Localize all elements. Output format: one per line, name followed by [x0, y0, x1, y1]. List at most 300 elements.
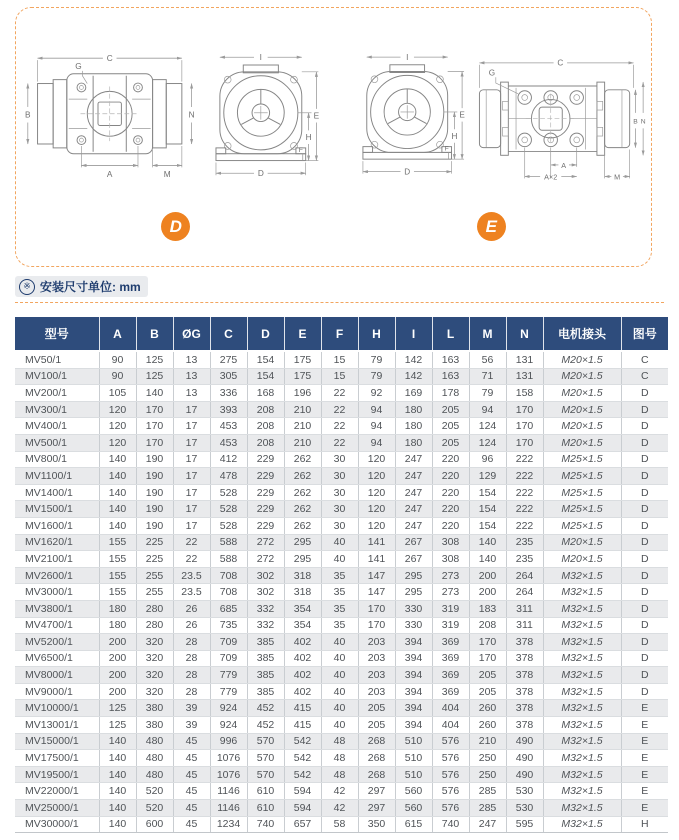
value-cell: 205	[432, 418, 469, 435]
value-cell: 168	[247, 385, 284, 402]
value-cell: 105	[99, 385, 136, 402]
value-cell: 295	[284, 551, 321, 568]
value-cell: 58	[321, 816, 358, 833]
value-cell: 155	[99, 534, 136, 551]
mounting-dimensions-table	[15, 317, 668, 833]
motor-connector-cell: M32×1.5	[543, 700, 621, 717]
value-cell: 708	[210, 584, 247, 601]
value-cell: 229	[247, 517, 284, 534]
value-cell: 17	[173, 418, 210, 435]
value-cell: 140	[99, 766, 136, 783]
value-cell: 268	[358, 750, 395, 767]
value-cell: 180	[99, 600, 136, 617]
value-cell: 268	[358, 733, 395, 750]
value-cell: 180	[395, 401, 432, 418]
value-cell: 542	[284, 733, 321, 750]
value-cell: 131	[506, 368, 543, 385]
value-cell: 530	[506, 800, 543, 817]
value-cell: 318	[284, 567, 321, 584]
dim-label-a: A	[561, 160, 567, 170]
value-cell: 210	[469, 733, 506, 750]
value-cell: 222	[506, 501, 543, 518]
value-cell: D	[621, 501, 668, 518]
value-cell: 120	[99, 434, 136, 451]
value-cell: 40	[321, 700, 358, 717]
value-cell: 28	[173, 667, 210, 684]
value-cell: 205	[469, 667, 506, 684]
value-cell: 190	[136, 468, 173, 485]
value-cell: 415	[284, 717, 321, 734]
dim-label-h: H	[451, 131, 458, 141]
table-row	[15, 733, 668, 750]
model-cell: MV22000/1	[15, 783, 99, 800]
value-cell: 140	[99, 783, 136, 800]
value-cell: 13	[173, 368, 210, 385]
value-cell: 330	[395, 617, 432, 634]
value-cell: 170	[136, 434, 173, 451]
model-cell: MV2100/1	[15, 551, 99, 568]
value-cell: 200	[469, 567, 506, 584]
value-cell: 200	[99, 683, 136, 700]
table-row	[15, 418, 668, 435]
value-cell: 250	[469, 766, 506, 783]
value-cell: 600	[136, 816, 173, 833]
value-cell: 528	[210, 501, 247, 518]
value-cell: D	[621, 617, 668, 634]
column-header: H	[358, 317, 395, 351]
value-cell: 452	[247, 700, 284, 717]
value-cell: 158	[506, 385, 543, 402]
value-cell: 163	[432, 368, 469, 385]
value-cell: 131	[506, 351, 543, 368]
model-cell: MV1100/1	[15, 468, 99, 485]
motor-connector-cell: M32×1.5	[543, 584, 621, 601]
dim-label-m: M	[614, 172, 621, 182]
value-cell: 220	[432, 484, 469, 501]
table-row	[15, 451, 668, 468]
value-cell: 453	[210, 418, 247, 435]
value-cell: 30	[321, 468, 358, 485]
value-cell: 570	[247, 750, 284, 767]
table-row	[15, 484, 668, 501]
value-cell: 220	[432, 517, 469, 534]
dim-label-i: I	[406, 52, 409, 62]
value-cell: 1076	[210, 766, 247, 783]
value-cell: 657	[284, 816, 321, 833]
value-cell: 735	[210, 617, 247, 634]
value-cell: 378	[506, 650, 543, 667]
value-cell: 247	[395, 451, 432, 468]
value-cell: 570	[247, 766, 284, 783]
value-cell: 210	[284, 418, 321, 435]
value-cell: 175	[284, 351, 321, 368]
value-cell: 404	[432, 700, 469, 717]
value-cell: 302	[247, 584, 284, 601]
unit-note-row	[15, 276, 664, 303]
motor-connector-cell: M32×1.5	[543, 600, 621, 617]
value-cell: 378	[506, 667, 543, 684]
value-cell: 576	[432, 733, 469, 750]
column-header: ØG	[173, 317, 210, 351]
value-cell: 125	[136, 351, 173, 368]
value-cell: 205	[469, 683, 506, 700]
model-cell: MV300/1	[15, 401, 99, 418]
table-row	[15, 534, 668, 551]
value-cell: 142	[395, 351, 432, 368]
value-cell: 170	[136, 401, 173, 418]
value-cell: 685	[210, 600, 247, 617]
value-cell: 190	[136, 517, 173, 534]
value-cell: 28	[173, 634, 210, 651]
value-cell: 180	[395, 418, 432, 435]
model-cell: MV5200/1	[15, 634, 99, 651]
value-cell: 79	[358, 351, 395, 368]
value-cell: 17	[173, 501, 210, 518]
dim-label-n: N	[188, 110, 195, 120]
value-cell: 124	[469, 434, 506, 451]
model-cell: MV25000/1	[15, 800, 99, 817]
value-cell: 740	[432, 816, 469, 833]
model-cell: MV200/1	[15, 385, 99, 402]
table-row	[15, 800, 668, 817]
value-cell: 385	[247, 650, 284, 667]
table-row	[15, 617, 668, 634]
value-cell: 378	[506, 634, 543, 651]
table-row	[15, 351, 668, 368]
value-cell: 175	[284, 368, 321, 385]
dim-label-g: G	[489, 68, 496, 78]
drawing-type-e	[334, 48, 650, 241]
dim-label-h: H	[305, 133, 312, 143]
motor-connector-cell: M20×1.5	[543, 534, 621, 551]
motor-connector-cell: M32×1.5	[543, 766, 621, 783]
model-cell: MV2600/1	[15, 567, 99, 584]
value-cell: 336	[210, 385, 247, 402]
value-cell: 280	[136, 617, 173, 634]
value-cell: 490	[506, 750, 543, 767]
value-cell: D	[621, 567, 668, 584]
value-cell: 247	[395, 517, 432, 534]
value-cell: 96	[469, 451, 506, 468]
value-cell: 45	[173, 800, 210, 817]
table-row	[15, 600, 668, 617]
value-cell: 510	[395, 750, 432, 767]
value-cell: 320	[136, 667, 173, 684]
value-cell: 380	[136, 700, 173, 717]
value-cell: 196	[284, 385, 321, 402]
value-cell: 708	[210, 567, 247, 584]
column-header: D	[247, 317, 284, 351]
value-cell: 154	[469, 517, 506, 534]
model-cell: MV19500/1	[15, 766, 99, 783]
value-cell: 1146	[210, 783, 247, 800]
value-cell: 140	[99, 750, 136, 767]
value-cell: 393	[210, 401, 247, 418]
value-cell: 26	[173, 617, 210, 634]
value-cell: 28	[173, 683, 210, 700]
value-cell: D	[621, 401, 668, 418]
column-header: F	[321, 317, 358, 351]
motor-connector-cell: M32×1.5	[543, 634, 621, 651]
value-cell: 272	[247, 534, 284, 551]
value-cell: 320	[136, 683, 173, 700]
value-cell: 208	[247, 434, 284, 451]
value-cell: 709	[210, 634, 247, 651]
value-cell: 996	[210, 733, 247, 750]
value-cell: 17	[173, 468, 210, 485]
table-row	[15, 584, 668, 601]
value-cell: 318	[284, 584, 321, 601]
value-cell: 79	[469, 385, 506, 402]
value-cell: E	[621, 700, 668, 717]
value-cell: 170	[506, 434, 543, 451]
value-cell: 22	[173, 551, 210, 568]
value-cell: 17	[173, 484, 210, 501]
value-cell: 205	[358, 717, 395, 734]
value-cell: 125	[99, 700, 136, 717]
motor-connector-cell: M32×1.5	[543, 667, 621, 684]
motor-connector-cell: M32×1.5	[543, 733, 621, 750]
value-cell: 480	[136, 750, 173, 767]
value-cell: 402	[284, 650, 321, 667]
value-cell: 229	[247, 484, 284, 501]
value-cell: 140	[136, 385, 173, 402]
value-cell: 222	[506, 517, 543, 534]
value-cell: 394	[395, 667, 432, 684]
value-cell: 163	[432, 351, 469, 368]
value-cell: 222	[506, 451, 543, 468]
value-cell: 205	[358, 700, 395, 717]
table-row	[15, 717, 668, 734]
value-cell: 594	[284, 800, 321, 817]
value-cell: 264	[506, 584, 543, 601]
column-header: L	[432, 317, 469, 351]
value-cell: 220	[432, 451, 469, 468]
value-cell: 332	[247, 600, 284, 617]
type-e-badge	[477, 212, 506, 241]
value-cell: 297	[358, 800, 395, 817]
value-cell: 155	[99, 584, 136, 601]
type-e-front-view	[363, 53, 465, 177]
value-cell: 40	[321, 717, 358, 734]
value-cell: 610	[247, 800, 284, 817]
column-header: N	[506, 317, 543, 351]
value-cell: 490	[506, 733, 543, 750]
dim-label-d: D	[257, 169, 264, 179]
value-cell: 170	[506, 401, 543, 418]
value-cell: 40	[321, 551, 358, 568]
table-row	[15, 750, 668, 767]
value-cell: 275	[210, 351, 247, 368]
table-row	[15, 468, 668, 485]
value-cell: 45	[173, 816, 210, 833]
value-cell: 170	[469, 634, 506, 651]
value-cell: E	[621, 717, 668, 734]
type-d-badge	[161, 212, 190, 241]
value-cell: 94	[358, 418, 395, 435]
value-cell: 205	[432, 401, 469, 418]
value-cell: D	[621, 434, 668, 451]
value-cell: 576	[432, 783, 469, 800]
value-cell: 141	[358, 534, 395, 551]
value-cell: 180	[395, 434, 432, 451]
value-cell: 415	[284, 700, 321, 717]
value-cell: C	[621, 368, 668, 385]
value-cell: 319	[432, 600, 469, 617]
value-cell: 154	[469, 484, 506, 501]
value-cell: 255	[136, 584, 173, 601]
dim-label-a2: A×2	[544, 172, 558, 182]
motor-connector-cell: M32×1.5	[543, 617, 621, 634]
value-cell: 39	[173, 717, 210, 734]
value-cell: 140	[99, 517, 136, 534]
value-cell: 48	[321, 733, 358, 750]
value-cell: 542	[284, 750, 321, 767]
value-cell: 530	[506, 783, 543, 800]
value-cell: C	[621, 351, 668, 368]
value-cell: 595	[506, 816, 543, 833]
value-cell: 42	[321, 783, 358, 800]
value-cell: 142	[395, 368, 432, 385]
value-cell: 394	[395, 650, 432, 667]
column-header: E	[284, 317, 321, 351]
value-cell: 222	[506, 484, 543, 501]
value-cell: 1234	[210, 816, 247, 833]
model-cell: MV100/1	[15, 368, 99, 385]
value-cell: 22	[173, 534, 210, 551]
value-cell: 30	[321, 517, 358, 534]
value-cell: D	[621, 683, 668, 700]
motor-connector-cell: M25×1.5	[543, 451, 621, 468]
value-cell: 311	[506, 600, 543, 617]
column-header: 型号	[15, 317, 99, 351]
value-cell: 94	[358, 401, 395, 418]
value-cell: E	[621, 766, 668, 783]
value-cell: 180	[99, 617, 136, 634]
value-cell: 1146	[210, 800, 247, 817]
value-cell: 354	[284, 617, 321, 634]
value-cell: 200	[99, 634, 136, 651]
value-cell: 154	[469, 501, 506, 518]
table-row	[15, 567, 668, 584]
value-cell: 478	[210, 468, 247, 485]
model-cell: MV9000/1	[15, 683, 99, 700]
value-cell: D	[621, 517, 668, 534]
value-cell: 190	[136, 451, 173, 468]
value-cell: 13	[173, 351, 210, 368]
type-d-badge-letter: D	[169, 216, 182, 236]
value-cell: 378	[506, 683, 543, 700]
mounting-drawings-panel	[15, 7, 652, 267]
dim-label-g: G	[75, 61, 82, 71]
value-cell: 225	[136, 534, 173, 551]
motor-connector-cell: M20×1.5	[543, 401, 621, 418]
value-cell: 262	[284, 451, 321, 468]
table-body	[15, 351, 668, 833]
motor-connector-cell: M32×1.5	[543, 783, 621, 800]
value-cell: 120	[358, 484, 395, 501]
value-cell: 35	[321, 584, 358, 601]
motor-connector-cell: M32×1.5	[543, 567, 621, 584]
type-e-plan-view	[480, 59, 646, 182]
value-cell: 154	[247, 368, 284, 385]
value-cell: 264	[506, 567, 543, 584]
value-cell: 200	[99, 667, 136, 684]
value-cell: 79	[358, 368, 395, 385]
value-cell: 28	[173, 650, 210, 667]
type-d-plan-view	[25, 54, 195, 179]
value-cell: 210	[284, 401, 321, 418]
value-cell: 268	[358, 766, 395, 783]
value-cell: 125	[136, 368, 173, 385]
value-cell: 510	[395, 733, 432, 750]
value-cell: D	[621, 667, 668, 684]
value-cell: 190	[136, 501, 173, 518]
value-cell: 385	[247, 683, 284, 700]
column-header: A	[99, 317, 136, 351]
value-cell: 280	[136, 600, 173, 617]
model-cell: MV400/1	[15, 418, 99, 435]
value-cell: 295	[395, 567, 432, 584]
value-cell: 22	[321, 434, 358, 451]
value-cell: 15	[321, 368, 358, 385]
value-cell: 273	[432, 584, 469, 601]
value-cell: 779	[210, 683, 247, 700]
value-cell: 320	[136, 634, 173, 651]
value-cell: 208	[247, 418, 284, 435]
value-cell: 120	[99, 418, 136, 435]
table-row	[15, 434, 668, 451]
value-cell: 220	[432, 468, 469, 485]
value-cell: 262	[284, 501, 321, 518]
value-cell: 45	[173, 783, 210, 800]
value-cell: 124	[469, 418, 506, 435]
value-cell: 615	[395, 816, 432, 833]
value-cell: D	[621, 484, 668, 501]
motor-connector-cell: M20×1.5	[543, 385, 621, 402]
type-d-front-view	[216, 53, 320, 178]
value-cell: 311	[506, 617, 543, 634]
value-cell: 250	[469, 750, 506, 767]
value-cell: 170	[506, 418, 543, 435]
value-cell: 170	[358, 617, 395, 634]
value-cell: 208	[469, 617, 506, 634]
value-cell: 402	[284, 667, 321, 684]
value-cell: 40	[321, 650, 358, 667]
column-header: M	[469, 317, 506, 351]
value-cell: 40	[321, 634, 358, 651]
value-cell: 235	[506, 534, 543, 551]
value-cell: 30	[321, 484, 358, 501]
value-cell: 205	[432, 434, 469, 451]
dim-label-f: F	[444, 145, 450, 153]
table-row	[15, 634, 668, 651]
value-cell: 528	[210, 517, 247, 534]
value-cell: D	[621, 634, 668, 651]
value-cell: 129	[469, 468, 506, 485]
value-cell: 247	[395, 468, 432, 485]
column-header: B	[136, 317, 173, 351]
value-cell: 385	[247, 634, 284, 651]
value-cell: 17	[173, 451, 210, 468]
value-cell: 576	[432, 800, 469, 817]
value-cell: 23.5	[173, 584, 210, 601]
value-cell: 452	[247, 717, 284, 734]
value-cell: 200	[99, 650, 136, 667]
value-cell: 200	[469, 584, 506, 601]
value-cell: 560	[395, 783, 432, 800]
motor-connector-cell: M32×1.5	[543, 683, 621, 700]
